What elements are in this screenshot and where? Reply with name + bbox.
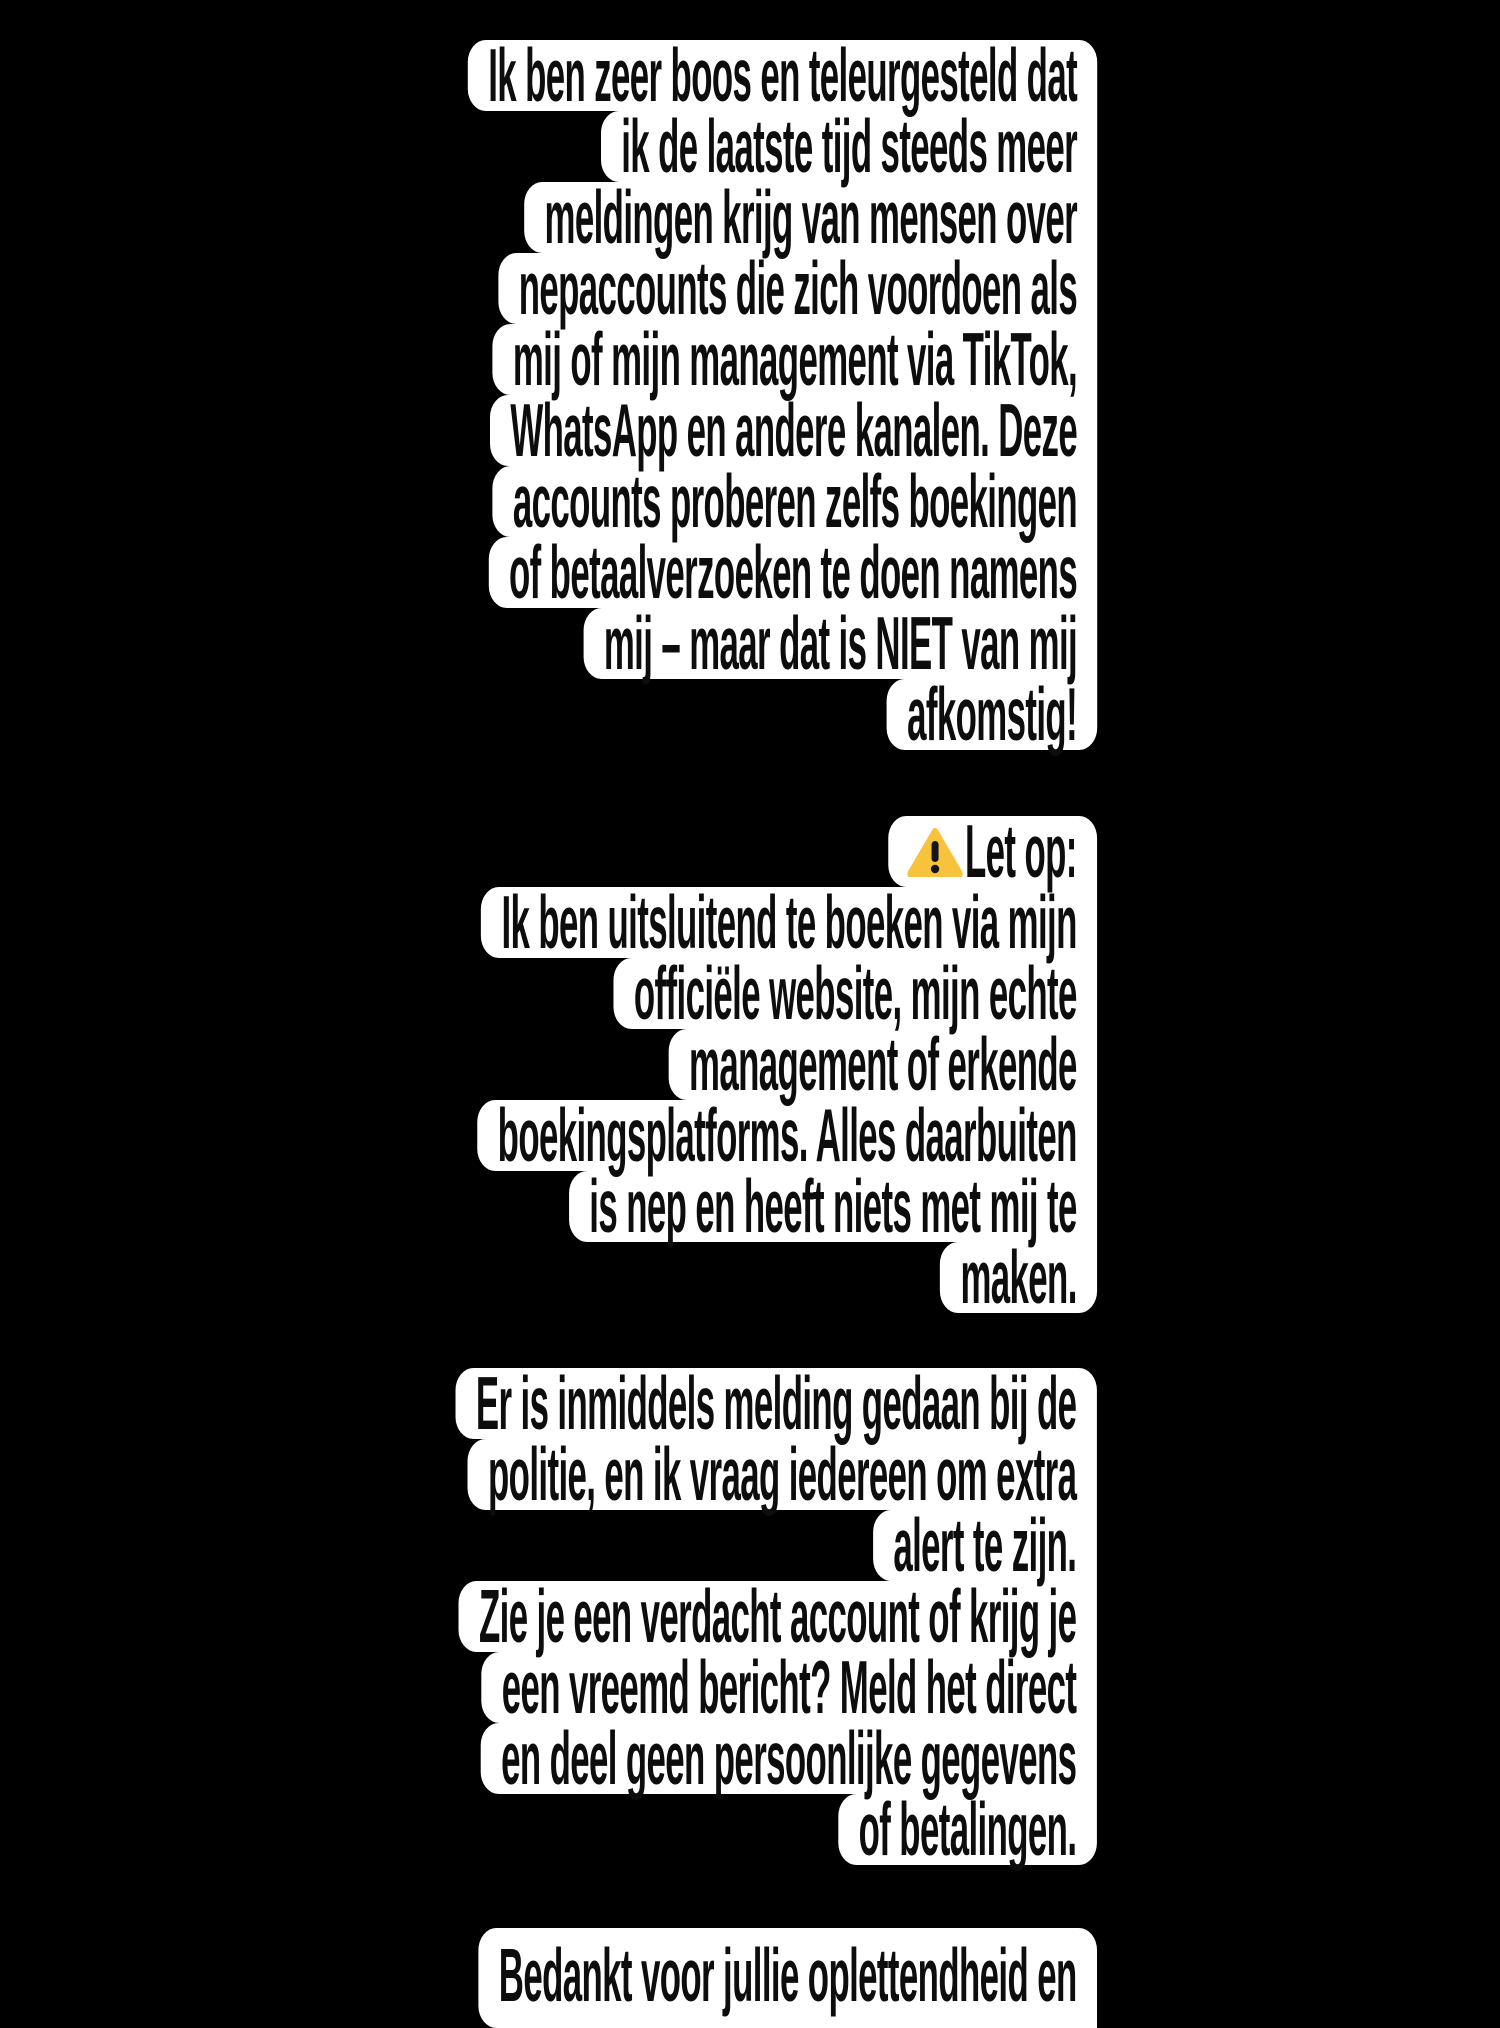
story-line xyxy=(481,1716,1097,1801)
story-line xyxy=(478,1928,1097,2028)
story-line-text: ik de laatste tijd steeds meer xyxy=(620,104,1077,189)
story-line xyxy=(524,175,1097,260)
story-line-text: Bedankt voor jullie oplettendheid en xyxy=(498,1933,1077,2018)
story-text-block-angry-statement xyxy=(467,33,1097,757)
story-line-text: alert te zijn. xyxy=(893,1503,1077,1588)
story-text-block-police-report xyxy=(456,1361,1097,1872)
story-line xyxy=(498,246,1097,331)
story-line xyxy=(482,1645,1097,1730)
story-line xyxy=(668,1022,1097,1107)
story-line-text: accounts proberen zelfs boekingen xyxy=(512,459,1077,544)
story-line-text: nepaccounts die zich voordoen als xyxy=(518,246,1077,331)
story-line-text: boekingsplatforms. Alles daarbuiten xyxy=(497,1093,1077,1178)
warning-icon xyxy=(907,827,963,877)
story-line xyxy=(481,880,1097,965)
story-line-warning xyxy=(888,809,1097,894)
story-line xyxy=(468,1432,1097,1517)
story-line xyxy=(488,530,1097,615)
story-line-text: Er is inmiddels melding gedaan bij de xyxy=(476,1361,1077,1446)
story-line-text: een vreemd bericht? Meld het direct xyxy=(501,1645,1077,1730)
story-line-text: officiële website, mijn echte xyxy=(633,951,1077,1036)
story-line xyxy=(456,1361,1097,1446)
story-line-text: politie, en ik vraag iedereen om extra xyxy=(488,1432,1077,1517)
story-line-text: management of erkende xyxy=(688,1022,1077,1107)
story-line-text: Let op: xyxy=(964,809,1077,894)
story-line-text: maken. xyxy=(960,1235,1077,1320)
story-line xyxy=(489,388,1097,473)
story-line-text: mij of mijn management via TikTok, xyxy=(512,317,1077,402)
story-text-block-warning-booking xyxy=(477,809,1097,1320)
story-line xyxy=(583,601,1097,686)
story-line-text: en deel geen persoonlijke gegevens xyxy=(501,1716,1077,1801)
story-line-text: meldingen krijg van mensen over xyxy=(544,175,1077,260)
story-line xyxy=(838,1787,1097,1872)
story-line-text: is nep en heeft niets met mij te xyxy=(589,1164,1077,1249)
story-line-text: Ik ben zeer boos en teleurgesteld dat xyxy=(487,33,1077,118)
story-line-text: Ik ben uitsluitend te boeken via mijn xyxy=(501,880,1077,965)
story-line-text: afkomstig! xyxy=(906,672,1077,757)
story-line xyxy=(600,104,1097,189)
story-line xyxy=(873,1503,1097,1588)
story-line xyxy=(886,672,1097,757)
story-line xyxy=(459,1574,1097,1659)
story-line xyxy=(477,1093,1097,1178)
story-line xyxy=(569,1164,1097,1249)
story-line-text: Zie je een verdacht account of krijg je xyxy=(479,1574,1077,1659)
story-line xyxy=(940,1235,1097,1320)
story-line-text: WhatsApp en andere kanalen. Deze xyxy=(509,388,1077,473)
story-line-text: mij – maar dat is NIET van mij xyxy=(603,601,1077,686)
story-line xyxy=(613,951,1097,1036)
story-line-text: of betalingen. xyxy=(858,1787,1077,1872)
story-line xyxy=(492,317,1097,402)
story-text-block-thanks-cutoff xyxy=(478,1928,1097,2028)
story-line xyxy=(467,33,1097,118)
story-line-text: of betaalverzoeken te doen namens xyxy=(508,530,1077,615)
story-line xyxy=(492,459,1097,544)
